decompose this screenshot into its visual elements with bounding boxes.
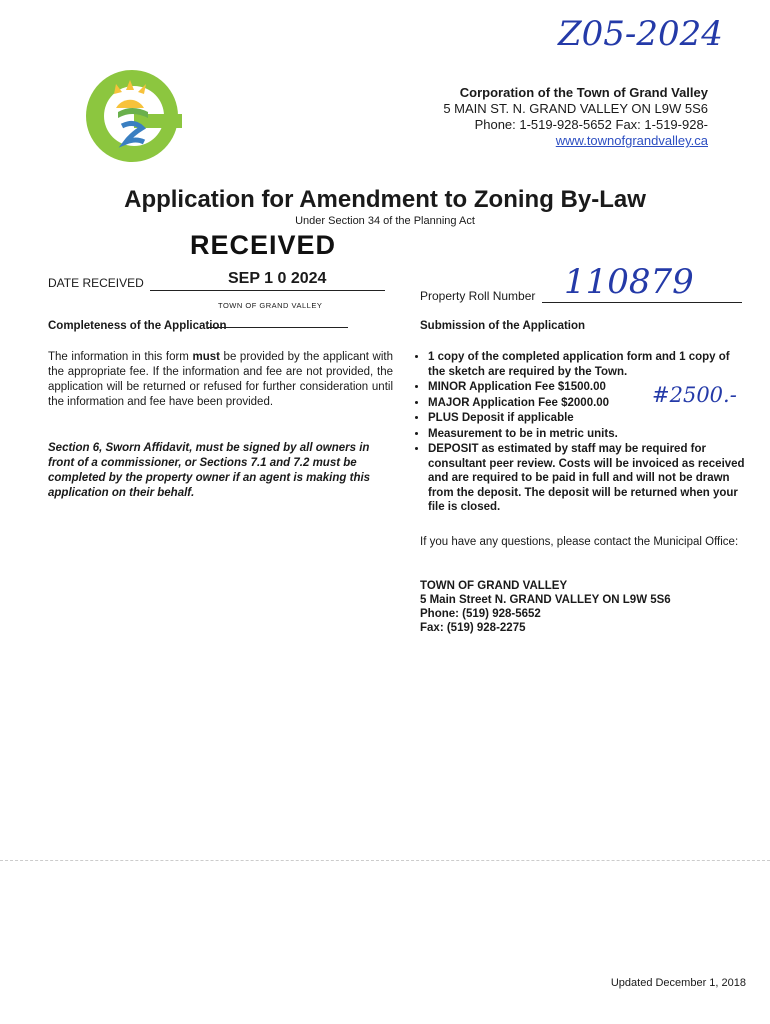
submission-heading: Submission of the Application — [420, 320, 586, 332]
updated-date: Updated December 1, 2018 — [610, 977, 746, 989]
page-divider — [0, 860, 770, 861]
org-address: 5 MAIN ST. N. GRAND VALLEY ON L9W 5S6 — [443, 101, 708, 116]
contact-block — [420, 579, 750, 635]
page-subtitle: Under Section 34 of the Planning Act — [295, 215, 475, 227]
date-received-label: DATE RECEIVED — [48, 276, 144, 290]
roll-number-value: 110879 — [564, 262, 694, 302]
file-number: Z05-2024 — [558, 14, 723, 54]
roll-number-label: Property Roll Number — [420, 289, 536, 303]
submission-list — [400, 350, 745, 516]
stamp-town: TOWN OF GRAND VALLEY — [218, 301, 323, 310]
list-item: • DEPOSIT as estimated by staff may be required for consultant peer review. Costs will be invoiced as received and are required to be paid in full and will not be drawn from the deposit. The deposit will be returned when your file is closed. — [428, 442, 745, 515]
handwritten-fee: #2500.- — [652, 383, 737, 407]
list-item: • 1 copy of the completed application form and 1 copy of the sketch are required by the Town. — [428, 350, 745, 379]
page-title: Application for Amendment to Zoning By-Law — [124, 186, 646, 213]
list-item: • PLUS Deposit if applicable — [428, 411, 745, 426]
completeness-text-a: The information in this form — [48, 351, 193, 363]
received-stamp: RECEIVED — [190, 230, 337, 260]
questions-text: If you have any questions, please contact the Municipal Office: — [420, 536, 739, 548]
org-name: Corporation of the Town of Grand Valley — [459, 85, 708, 100]
contact-phone: Phone: (519) 928-5652 — [420, 608, 541, 620]
list-item: • MINOR Application Fee $1500.00 — [428, 380, 745, 395]
strike-line — [208, 327, 348, 328]
website-link[interactable]: www.townofgrandvalley.ca — [555, 133, 708, 148]
completeness-heading: Completeness of the Application — [48, 320, 227, 332]
contact-address: 5 Main Street N. GRAND VALLEY ON L9W 5S6 — [420, 594, 671, 606]
completeness-text-must: must — [192, 351, 220, 363]
list-item: • Measurement to be in metric units. — [428, 427, 745, 442]
logo-icon — [82, 66, 182, 166]
stamp-date: SEP 1 0 2024 — [228, 270, 327, 287]
list-item: • MAJOR Application Fee $2000.00 — [428, 396, 745, 411]
contact-name: TOWN OF GRAND VALLEY — [420, 580, 568, 592]
affidavit-note: Section 6, Sworn Affidavit, must be signed by all owners in front of a commissioner, or Sections 7.1 and 7.2 must be completed by the property owner if an agent is making this application on their behalf. — [48, 442, 371, 499]
contact-fax: Fax: (519) 928-2275 — [420, 622, 526, 634]
completeness-text-b: be provided by the applicant with the appropriate fee. If the information and fee are not provided, the application will be returned or refused for further consideration until the information and fee have been provided. — [48, 351, 393, 408]
org-phone: Phone: 1-519-928-5652 Fax: 1-519-928- — [474, 117, 708, 132]
completeness-text — [48, 350, 393, 410]
town-logo — [82, 66, 182, 166]
